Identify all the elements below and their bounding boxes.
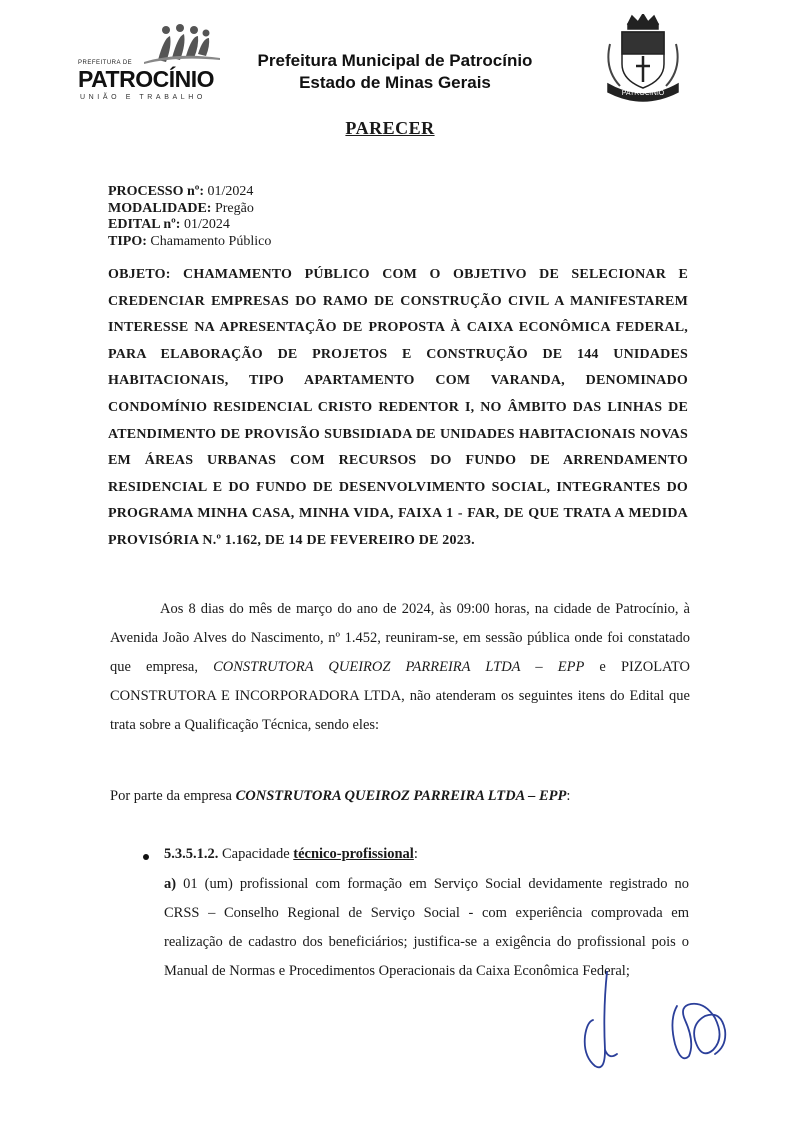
people-figures-icon: [136, 22, 226, 66]
header-title-line2: Estado de Minas Gerais: [299, 73, 491, 92]
crest-label: PATROCÍNIO: [621, 90, 665, 97]
logo-main-text: PATROCÍNIO: [78, 66, 214, 92]
meta-tipo: TIPO: Chamamento Público: [108, 233, 272, 249]
prefeitura-logo: [78, 22, 228, 108]
session-paragraph: Aos 8 dias do mês de março do ano de 2024, às 09:00 horas, na cidade de Patrocínio, à Avenida João Alves do Nascimento, nº 1.452, reuniram-se, em sessão pública onde foi constatado que empresa, CONSTRUTORA QUEIROZ PARREIRA LTDA – EPP e PIZOLATO CONSTRUTORA E INCORPORADORA LTDA, não atenderam os seguintes itens do Edital que trata sobre a Qualificação Técnica, sendo eles:: [110, 601, 690, 733]
header-title-line1: Prefeitura Municipal de Patrocínio: [257, 51, 533, 70]
bullet-icon: [143, 854, 149, 860]
meta-edital: EDITAL nº: 01/2024: [108, 217, 230, 232]
company-name-bold: CONSTRUTORA QUEIROZ PARREIRA LTDA – EPP: [235, 788, 567, 804]
coat-of-arms-icon: [600, 14, 686, 104]
meta-modalidade: MODALIDADE: Pregão: [108, 200, 254, 216]
header-title: [230, 50, 560, 94]
document-title: PARECER: [345, 118, 435, 138]
handwritten-signature: [565, 970, 745, 1080]
logo-small-text: PREFEITURA DE: [78, 60, 133, 66]
company-section-heading: Por parte da empresa CONSTRUTORA QUEIROZ PARREIRA LTDA – EPP:: [110, 788, 571, 804]
process-metadata: [108, 184, 271, 250]
meta-processo: PROCESSO nº: 01/2024: [108, 184, 254, 199]
item-heading: 5.3.5.1.2. Capacidade técnico-profissional:: [164, 846, 418, 862]
logo-tagline: UNIÃO E TRABALHO: [80, 94, 206, 101]
company-name-italic: CONSTRUTORA QUEIROZ PARREIRA LTDA – EPP: [213, 659, 585, 675]
item-a-text: a) 01 (um) profissional com formação em Serviço Social devidamente registrado no CRSS – Conselho Regional de Serviço Social - com experiência comprovada em realização de cadastro dos beneficiários; justifica-se a exigência do profissional pois o Manual de Normas e Procedimentos Operacionais da Caixa Econômica Federal;: [164, 876, 689, 979]
objeto-paragraph: OBJETO: CHAMAMENTO PÚBLICO COM O OBJETIVO DE SELECIONAR E CREDENCIAR EMPRESAS DO RAMO DE CONSTRUÇÃO CIVIL A MANIFESTAREM INTERESSE NA APRESENTAÇÃO DE PROPOSTA À CAIXA ECONÔMICA FEDERAL, PARA ELABORAÇÃO DE PROJETOS E CONSTRUÇÃO DE 144 UNIDADES HABITACIONAIS, TIPO APARTAMENTO COM VARANDA, DENOMINADO CONDOMÍNIO RESIDENCIAL CRISTO REDENTOR I, NO ÂMBITO DAS LINHAS DE ATENDIMENTO DE PROVISÃO SUBSIDIADA DE UNIDADES HABITACIONAIS NOVAS EM ÁREAS URBANAS COM RECURSOS DO FUNDO DE ARRENDAMENTO RESIDENCIAL E DO FUNDO DE DESENVOLVIMENTO SOCIAL, INTEGRANTES DO PROGRAMA MINHA CASA, MINHA VIDA, FAIXA 1 - FAR, DE QUE TRATA A MEDIDA PROVISÓRIA N.º 1.162, DE 14 DE FEVEREIRO DE 2023.: [108, 267, 688, 548]
